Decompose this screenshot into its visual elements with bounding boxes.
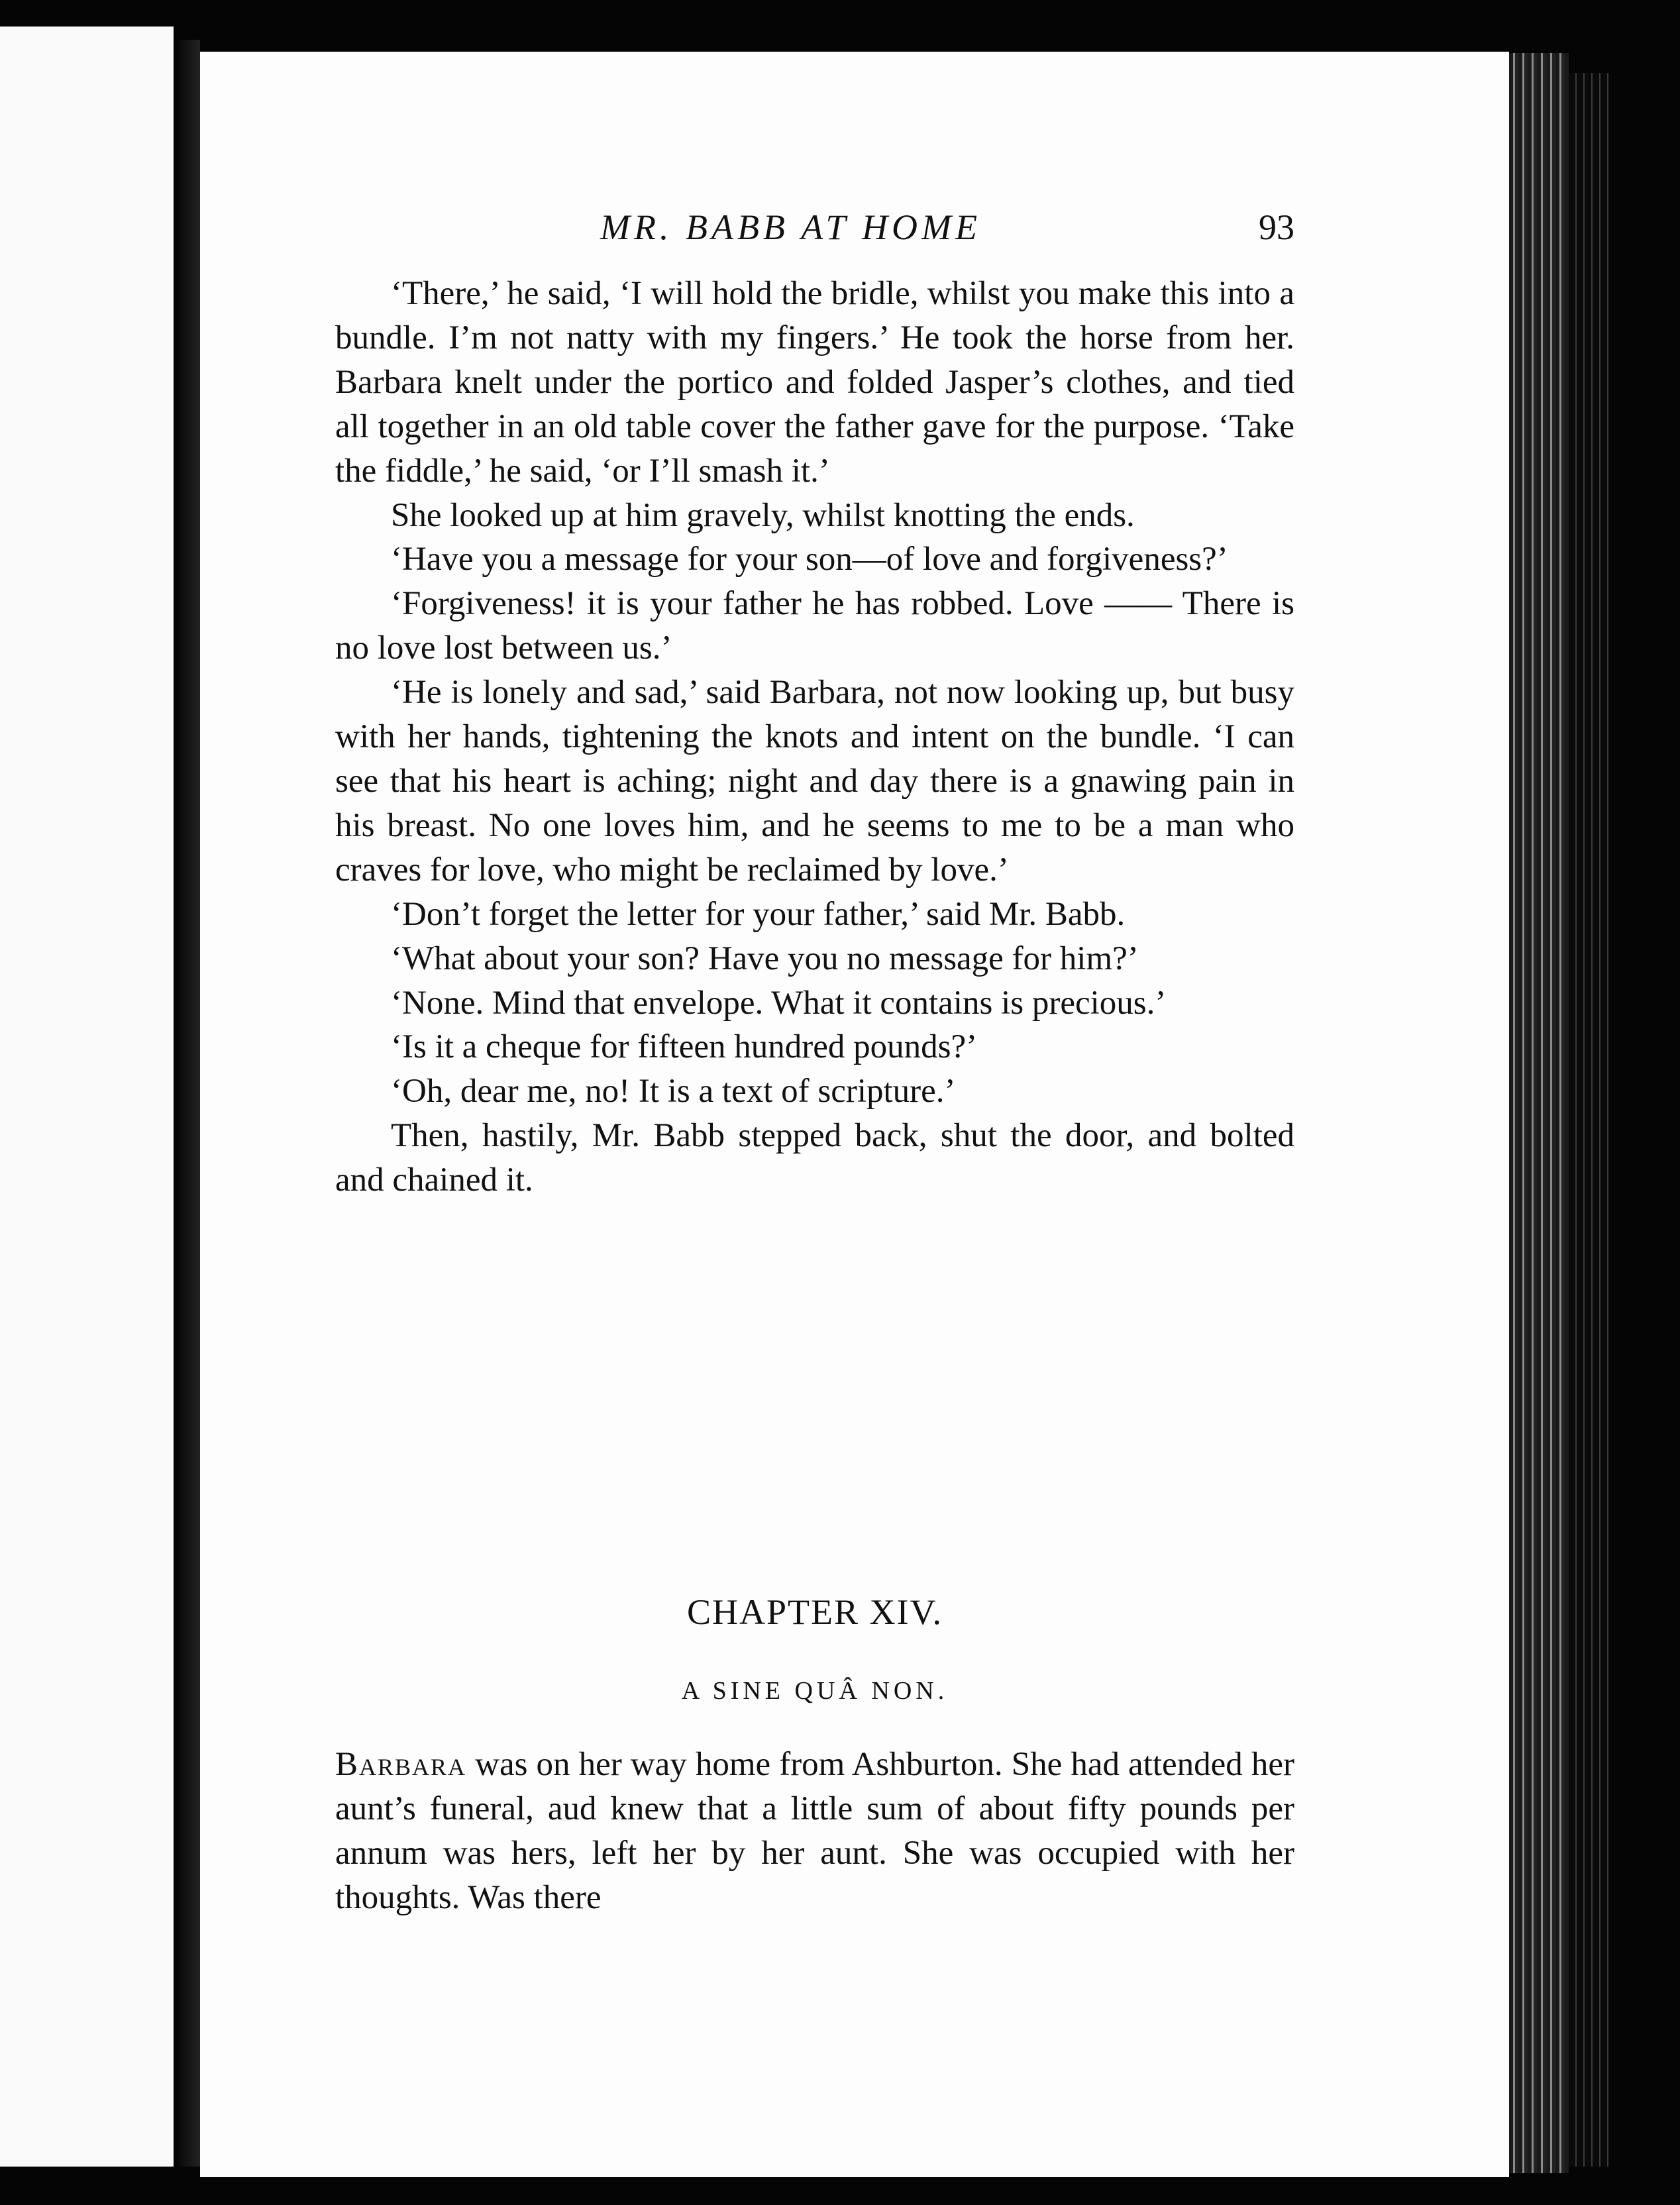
chapter-body [335, 1743, 1294, 1920]
paragraph: ‘Forgiveness! it is your father he has robbed. Love —— There is no love lost between us.’ [335, 585, 1294, 667]
paragraph: ‘Don’t forget the letter for your father,’ said Mr. Babb. [391, 895, 1126, 933]
paragraph: ‘What about your son? Have you no message for him?’ [391, 940, 1139, 977]
paragraph: ‘Oh, dear me, no! It is a text of scripture.’ [391, 1073, 956, 1110]
book-gutter [174, 40, 200, 2167]
page-number: 93 [1259, 207, 1294, 247]
paragraph: ‘Is it a cheque for fifteen hundred pounds?’ [391, 1028, 978, 1066]
chapter-opening-paragraph [335, 1743, 1294, 1920]
chapter-opening-text: was on her way home from Ashburton. She had attended her aunt’s funeral, aud knew that a little sum of about fifty pounds per annum was hers, left her by her aunt. She was occupied with her thoughts. Was there [335, 1746, 1294, 1916]
facing-page-edge [0, 27, 174, 2167]
paragraph: She looked up at him gravely, whilst knotting the ends. [391, 496, 1135, 534]
paragraph: ‘Have you a message for your son—of love and forgiveness?’ [391, 541, 1228, 578]
paragraph: ‘He is lonely and sad,’ said Barbara, not now looking up, but busy with her hands, tightening the knots and intent on the bundle. ‘I can see that his heart is aching; night and day there is a gnawing pain in his breast. No one loves him, and he seems to me to be a man who craves for love, who might be reclaimed by love.’ [335, 674, 1294, 888]
paragraph: Then, hastily, Mr. Babb stepped back, shut the door, and bolted and chained it. [335, 1117, 1294, 1199]
body-text [335, 272, 1294, 1203]
book-cover-edge [1569, 73, 1608, 2167]
running-title: MR. BABB AT HOME [600, 207, 981, 247]
paragraph: ‘There,’ he said, ‘I will hold the bridle, whilst you make this into a bundle. I’m not natty with my fingers.’ He took the horse from her. Barbara knelt under the portico and folded Jasper’s clothes, and tied all together in an old table cover the father gave for the purpose. ‘Take the fiddle,’ he said, ‘or I’ll smash it.’ [335, 275, 1294, 490]
running-head [335, 207, 1294, 253]
page-stack-edge [1509, 53, 1569, 2173]
chapter-opening-word: Barbara [335, 1746, 467, 1783]
paragraph: ‘None. Mind that envelope. What it contains is precious.’ [391, 984, 1167, 1022]
chapter-subtitle: A SINE QUÂ NON. [681, 1677, 949, 1705]
chapter-title: CHAPTER XIV. [686, 1592, 943, 1632]
